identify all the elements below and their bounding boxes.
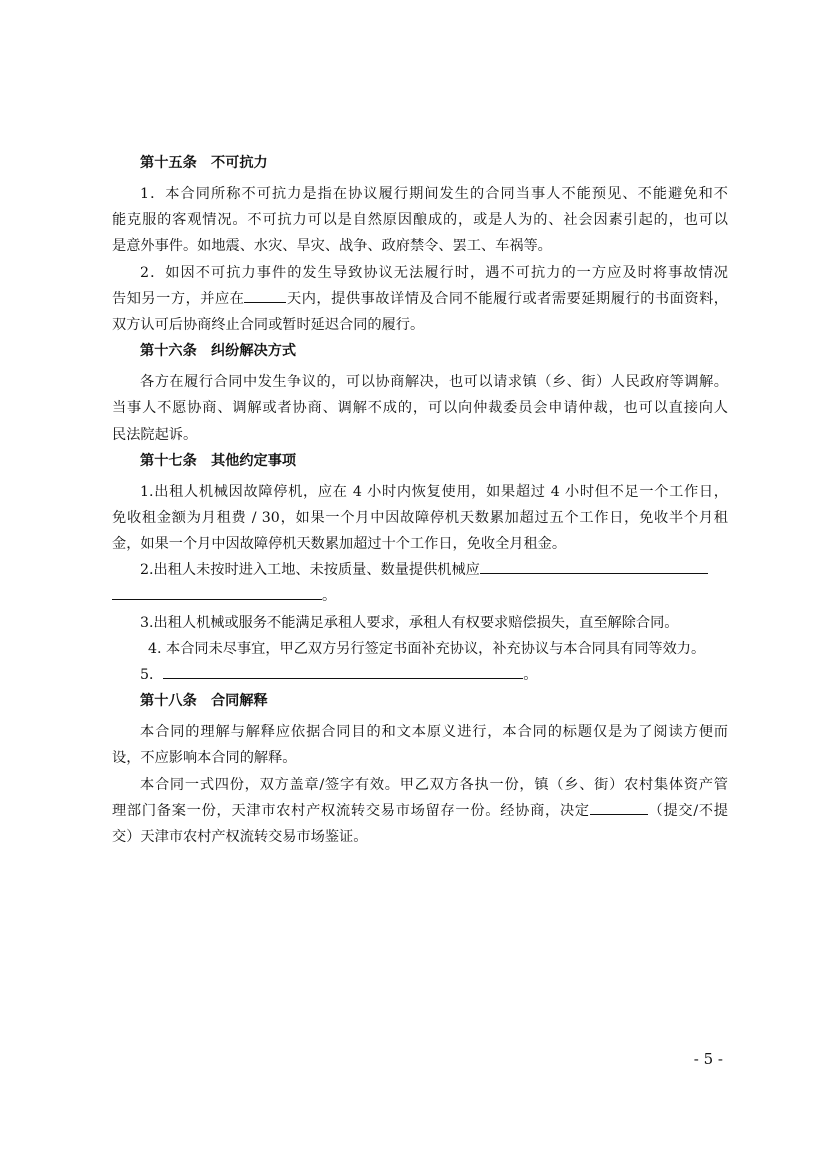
article-16-line-3: 民法院起诉。 (112, 426, 198, 443)
article-18-line-2: 设，不应影响本合同的解释。 (112, 750, 297, 767)
article-15-line-1: 1．本合同所称不可抗力是指在协议履行期间发生的合同当事人不能预见、不能避免和不 (140, 186, 728, 202)
article-18-heading: 第十八条 合同解释 (140, 693, 268, 710)
article-17-line-3: 金，如果一个月中因故障停机天数累加超过十个工作日，免收全月租金。 (112, 536, 567, 553)
article-17-line-8 (112, 662, 728, 688)
article-17-line-5 (112, 583, 728, 609)
article-17-line-6: 3.出租人机械或服务不能满足承租人要求，承租人有权要求赔偿损失，直至解除合同。 (140, 614, 679, 631)
article-17-line-1: 1.出租人机械因故障停机，应在 4 小时内恢复使用，如果超过 4 小时但不足一个工作日， (140, 483, 728, 500)
article-18-line-1: 本合同的理解与解释应依据合同目的和文本原义进行，本合同的标题仅是为了阅读方便而 (140, 724, 728, 741)
article-15-line-2: 能克服的客观情况。不可抗力可以是自然原因酿成的，或是人为的、社会因素引起的，也可以 (112, 212, 728, 229)
article-17-line-2: 免收租金额为月租费 / 30，如果一个月中因故障停机天数累加超过五个工作日，免收半个月租 (112, 509, 728, 526)
article-17-line-7: 4. 本合同未尽事宜，甲乙双方另行签定书面补充协议，补充协议与本合同具有同等效力。 (148, 640, 706, 657)
article-15-line-4: 2．如因不可抗力事件的发生导致协议无法履行时，遇不可抗力的一方应及时将事故情况 (140, 264, 728, 281)
page-number: - 5 - (693, 1050, 723, 1068)
article-15-line-5 (112, 286, 728, 312)
article-15-line-5-a: 告知另一方，并应在 (112, 290, 245, 307)
article-17-item-5-end: 。 (523, 667, 538, 683)
article-17-item-5-number: 5． (140, 667, 164, 683)
article-18-line-3: 本合同一式四份，双方盖章/签字有效。甲乙双方各执一份，镇（乡、街）农村集体资产管 (140, 776, 728, 793)
article-16-heading: 第十六条 纠纷解决方式 (140, 343, 297, 360)
article-17-item-2-end: 。 (322, 588, 337, 605)
article-18-line-5: 交）天津市农村产权流转交易市场鉴证。 (112, 828, 368, 845)
article-15-line-5-b: 天内，提供事故详情及合同不能履行或者需要延期履行的书面资料， (286, 290, 728, 307)
article-17-line-4 (112, 557, 728, 583)
item-5-blank[interactable] (163, 662, 523, 679)
contract-body (112, 150, 728, 850)
submit-choice-blank[interactable] (590, 798, 648, 815)
article-16-line-1: 各方在履行合同中发生争议的，可以协商解决，也可以请求镇（乡、街）人民政府等调解。 (140, 374, 728, 391)
article-18-line-4-b: （提交/不提 (647, 802, 728, 819)
equipment-blank[interactable] (480, 557, 708, 574)
article-18-line-4 (112, 798, 728, 824)
article-15-line-3: 是意外事件。如地震、水灾、旱灾、战争、政府禁令、罢工、车祸等。 (112, 238, 552, 255)
equipment-blank-continued[interactable] (112, 583, 322, 600)
article-15-line-6: 双方认可后协商终止合同或暂时延迟合同的履行。 (112, 316, 425, 333)
article-18-line-4-a: 理部门备案一份，天津市农村产权流转交易市场留存一份。经协商，决定 (112, 802, 590, 819)
article-16-line-2: 当事人不愿协商、调解或者协商、调解不成的，可以向仲裁委员会申请仲裁，也可以直接向人 (112, 400, 728, 417)
article-15-heading: 第十五条 不可抗力 (140, 155, 268, 171)
days-blank[interactable] (244, 286, 286, 303)
article-17-item-2-text: 2.出租人未按时进入工地、未按质量、数量提供机械应 (140, 562, 480, 579)
article-17-heading: 第十七条 其他约定事项 (140, 452, 297, 469)
